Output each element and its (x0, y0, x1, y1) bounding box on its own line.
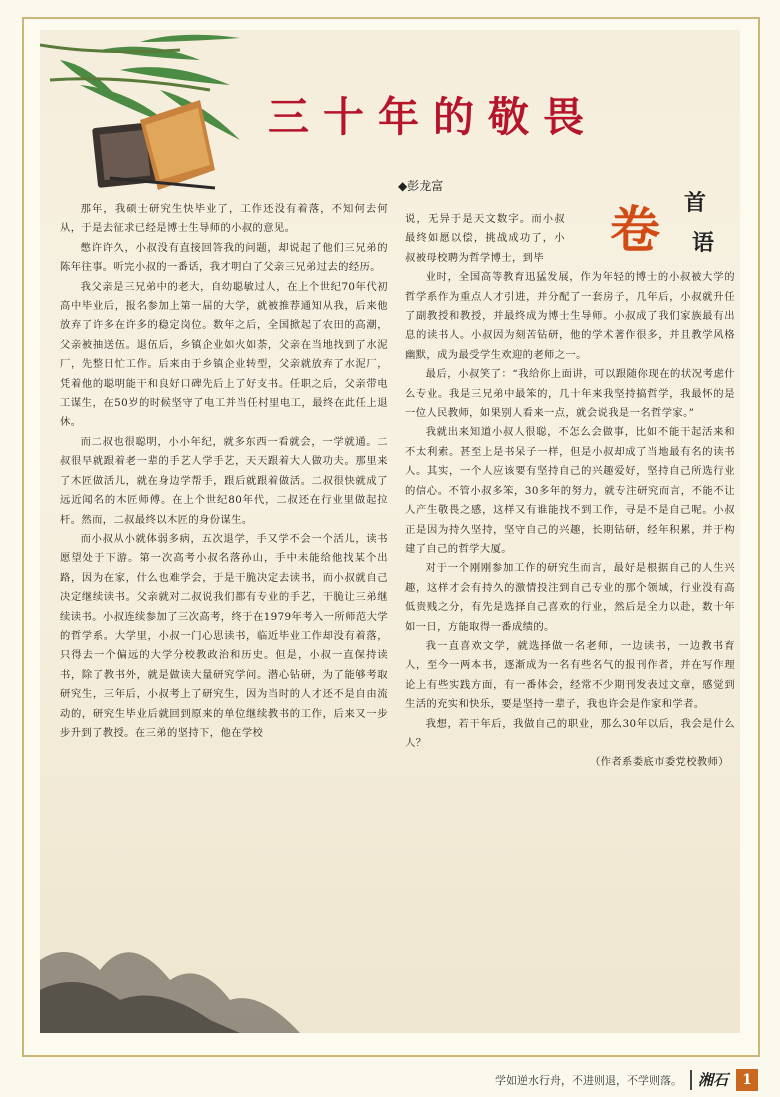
page-footer (0, 1068, 780, 1094)
right-column (405, 210, 735, 1000)
footer-divider (690, 1070, 692, 1090)
author-byline: ◆彭龙富 (398, 179, 444, 193)
paragraph: 而小叔从小就体弱多病，五次退学，手又学不会一个活儿，读书愿望处于下游。第一次高考小叔名落孙山，手中未能给他找某个出路，因为在家，什么也难学会，于是干脆决定去读书，而小叔就自己决定继续读书。父亲就对二叔说我们都有专业的手艺，干脆让三弟继续读书。小叔连续参加了三次高考，终于在1979年考入一所师范大学的哲学系。大学里，小叔一门心思读书，临近毕业工作却没有着落，只得去一个偏远的大学分校教政治和历史。但是，小叔一直保持读书，除了教书外，就是做读大量研究学问。潜心钻研，为了能够考取研究生，三年后，小叔考上了研究生，因为当时的人才还不是自由流动的，研究生毕业后就回到原来的单位继续教书的工作，后来又一步步升到了教授。在三弟的坚持下，他在学校 (60, 532, 388, 739)
column-tag-bottom-character: 语 (692, 230, 715, 256)
paragraph: 我父亲是三兄弟中的老大，自幼聪敏过人，在上个世纪70年代初高中毕业后，报名参加上第一届的大学，就被推荐通知从我，后来他放弃了许多在许多的稳定岗位。数年之后，全国掀起了农田的高潮，父亲被抽送伍。退伍后，乡镇企业如火如荼，父亲在当地找到了水泥厂，先整日忙工作。后来由于乡镇企业转型，父亲就放弃了水泥厂，凭着他的聪明能干和良好口碑先后上了好支书。任职之后，父亲带电工谋生，在50岁的时候坚守了电工并当任村里电工，最终在此任上退休。 (60, 280, 388, 429)
bamboo-book-decoration (40, 30, 280, 220)
paragraph: 说，无异于是天文数字。而小叔最终如愿以偿，挑战成功了，小叔被母校聘为哲学博士，到毕 (405, 213, 565, 264)
magazine-brand: 湘石 (698, 1071, 729, 1089)
paragraph: 对于一个刚刚参加工作的研究生而言，最好是根据自己的人生兴趣，这样才会有持久的激情投注到自己专业的那个领域，行业没有高低贵贱之分，有先是选择自己喜欢的行业，然后是全力以赴，数十年如一日，方能取得一番成绩的。 (405, 562, 735, 633)
column-tag-big-character: 卷 (610, 200, 660, 259)
footer-motto: 学如逆水行舟，不进则退，不学则落。 (495, 1074, 682, 1087)
paragraph: 业时，全国高等教育迅猛发展，作为年轻的博士的小叔被大学的哲学系作为重点人才引进，并分配了一套房子，几年后，小叔就升任了副教授和教授，并最终成为博士生导师。小叔成了我们家族最有出息的读书人。小叔因为刻苦钻研，他的学术著作很多，并且教学风格幽默，成为最受学生欢迎的老师之一。 (405, 271, 735, 361)
left-column (60, 200, 388, 1030)
paragraph: 我就出来知道小叔人很聪，不怎么会做事，比如不能干起活来和不太利索。甚至上是书呆子一样，但是小叔却成了当地最有名的读书人。其实，一个人应该要有坚持自己的兴趣爱好，坚持自己所选行业的信心。不管小叔多笨，30多年的努力，就专注研究而言，不能不让人产生敬畏之感，这样又有谁能找不到工作，寻是不是自己呢。小叔正是因为持久坚持，坚守自己的兴趣，长期钻研，经年积累，并于构建了自己的哲学大厦。 (405, 426, 735, 555)
paragraph: 我想，若干年后，我做自己的职业，那么30年以后，我会是什么人？ (405, 717, 735, 749)
column-tag-top-character: 首 (684, 190, 707, 216)
paragraph: 而二叔也很聪明，小小年纪，就多东西一看就会，一学就通。二叔很早就跟着老一辈的手艺人学手艺，天天跟着大人做功夫。那里来了木匠做活儿，就在身边学帮手，跟后就跟着做活。二叔很快就成了远近闻名的木匠师傅。在上个世纪80年代，二叔还在行业里做起拉杆。然而，二叔最终以木匠的身份谋生。 (60, 435, 388, 526)
page-number-badge: 1 (736, 1069, 758, 1091)
paragraph: 那年，我硕士研究生快毕业了，工作还没有着落，不知何去何从，于是去征求已经是博士生导师的小叔的意见。 (60, 203, 388, 235)
paragraph: 最后，小叔笑了：“我给你上面讲，可以跟随你现在的状况考虑什么专业。我是三兄弟中最笨的，几十年来我坚持搞哲学，我最怀的是一位人民教师，如果别人看来一点，就会说我是一名哲学家。” (405, 368, 735, 420)
article-title: 三十年的敬畏 (268, 93, 598, 141)
paragraph: 憋许许久，小叔没有直接回答我的问题，却说起了他们三兄弟的陈年往事。听完小叔的一番话，我才明白了父亲三兄弟过去的经历。 (60, 241, 388, 274)
author-note: （作者系娄底市委党校教师） (589, 756, 729, 769)
paragraph: 我一直喜欢文学，就选择做一名老师，一边读书，一边教书育人，至今一两本书，逐渐成为一名有些名气的报刊作者，并在写作理论上有些实践方面，有一番体会，经常不少期刊发表过文章，感觉到生活的充实和快乐，要是坚持一辈子，我也许会是作家和学者。 (405, 639, 735, 711)
